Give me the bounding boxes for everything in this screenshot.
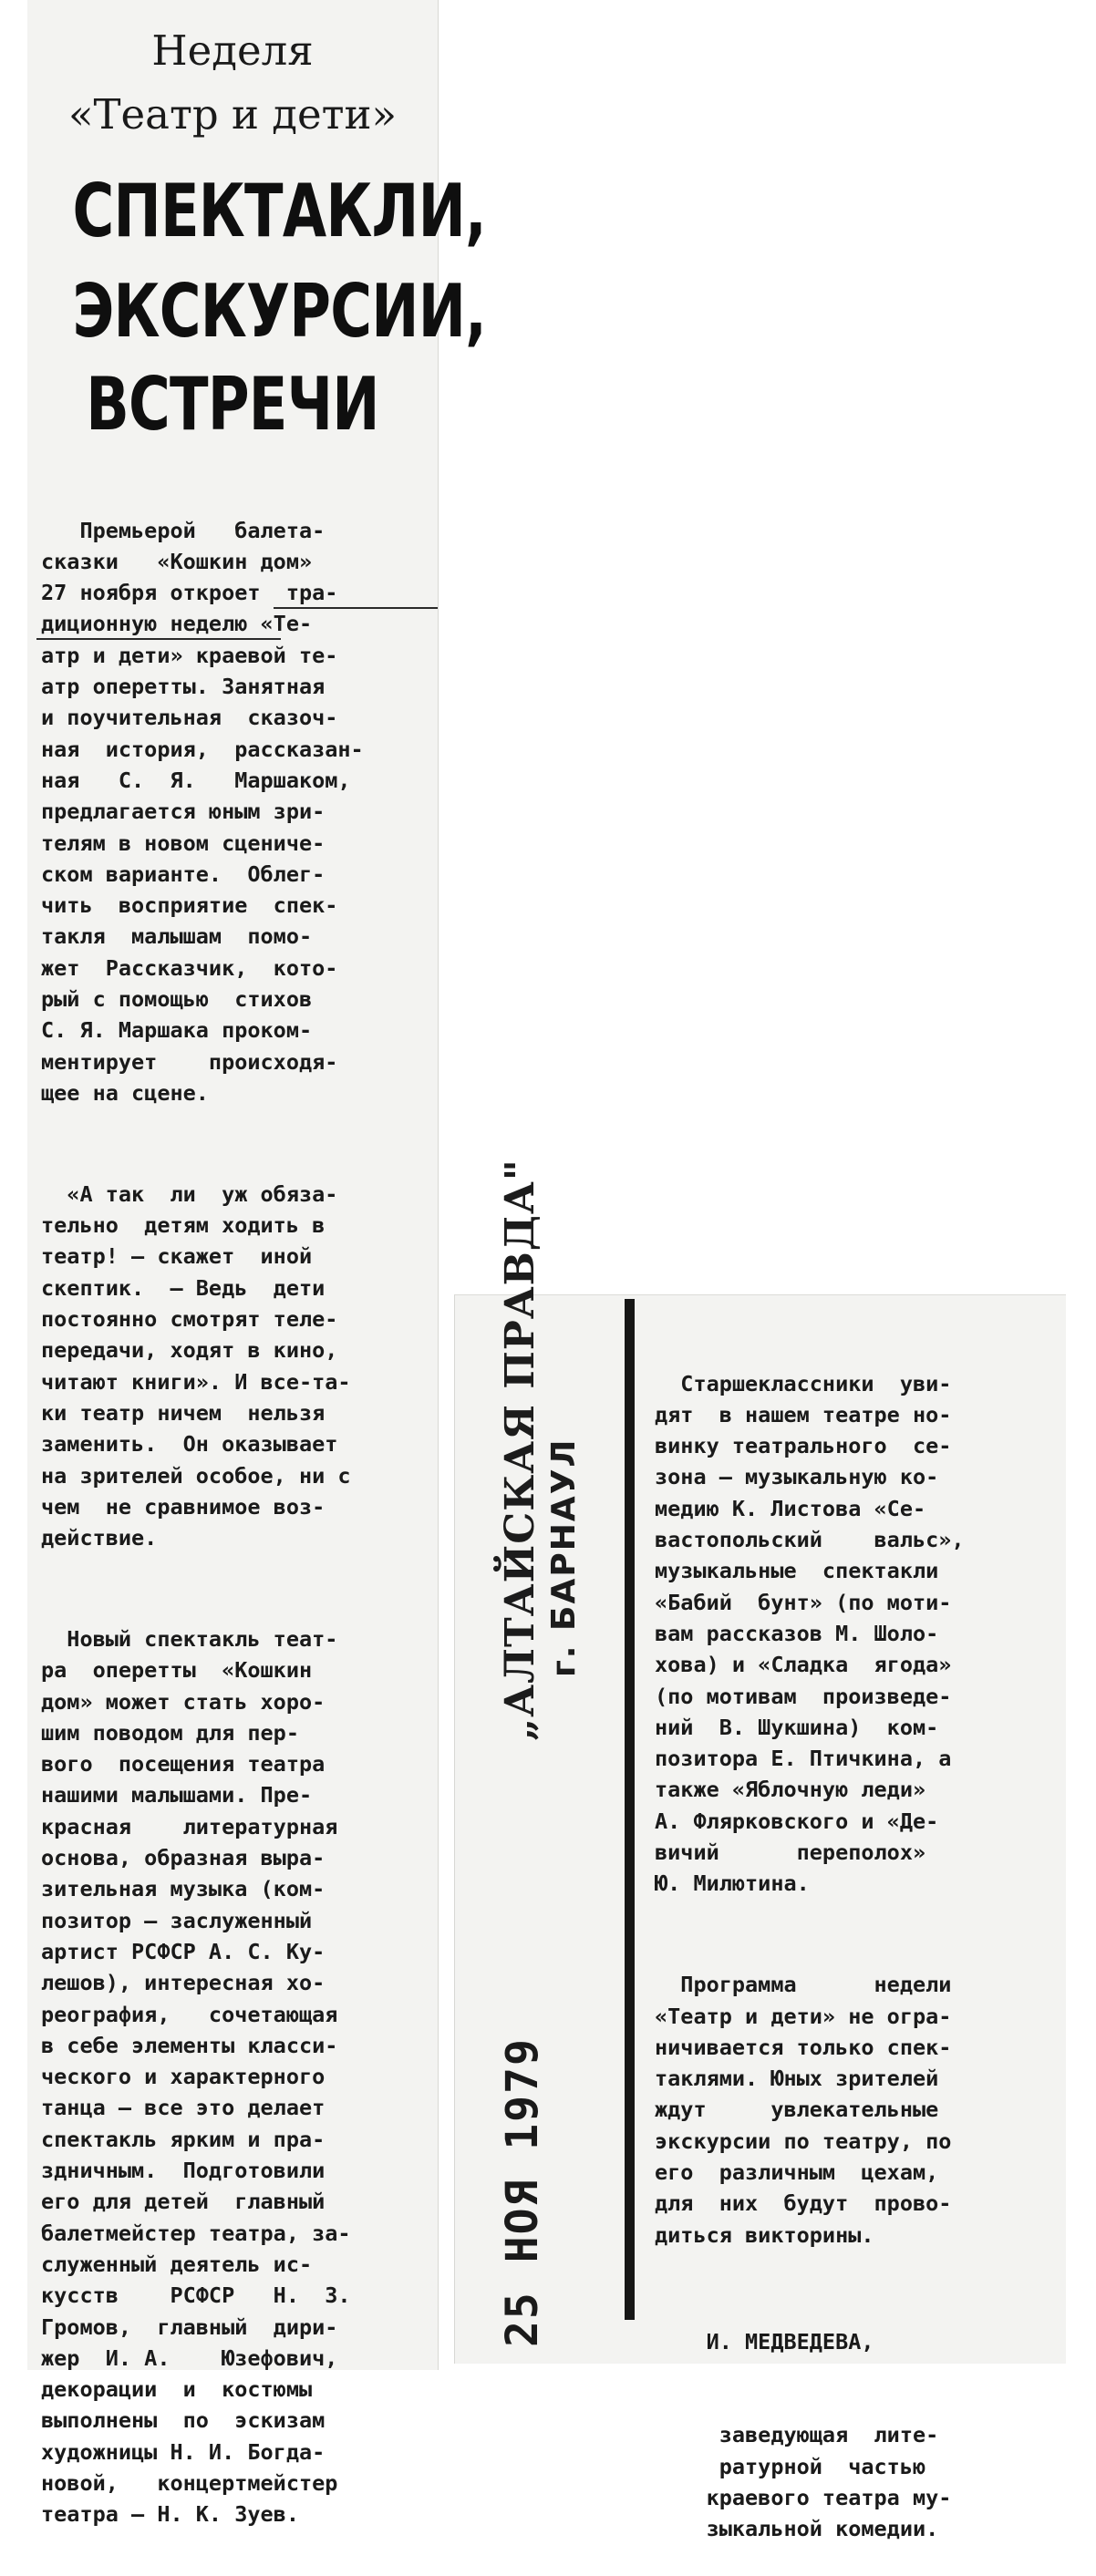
city-stamp: г. БАРНАУЛ [545,1437,583,1677]
author-name: И. МЕДВЕДЕВА, [655,2328,874,2354]
headline-line-1: СПЕКТАКЛИ, [72,169,486,253]
column-rule [625,1299,635,2320]
newspaper-masthead-stamp: „АЛТАЙСКАЯ ПРАВДА" [497,1159,543,1741]
article-left-column [41,452,433,2561]
article-paragraph-3: Новый спектакль теат- ра оперетты «Кошкин дом» может стать хоро- шим поводом для пер- вого посещения театра нашими малышами. Пре- красная литературная основа, образная выра- зительная музыка (ком- позитор — заслуженный артист РСФСР А. С. Ку- лешов), интересная хо- реография, сочетающая в себе элементы класси- ческого и характерного танца — все это делает спектакль ярким и пра- здничным. Подготовили его для детей главный балетмейстер театра, за- служенный деятель ис- кусств РСФСР Н. З. Громов, главный дири- жер И. А. Юзефович, декорации и костюмы выполнены по эскизам художницы Н. И. Богда- новой, концертмейстер театра — Н. К. Зуев. [41,1625,351,2528]
article-paragraph-5: Программа недели «Театр и дети» не огра- ничивается только спек- таклями. Юных зрителей ждут увлекательные экскурсии по театру, по его различным цехам, для них будут прово- диться викторины. [655,1972,952,2248]
kicker-line-1: Неделя [151,26,314,75]
pencil-underline-1 [274,607,438,609]
headline-line-2: ЭКСКУРСИИ, [72,269,487,354]
article-paragraph-4: Старшеклассники уви- дят в нашем театре но- винку театрального се- зона — музыкальную ко- медию К. Листова «Се- вастопольский вальс», музыкальные спектакли «Бабий бунт» (по моти- вам рассказов М. Шоло- хова) и «Сладка ягода» (по мотивам произведе- ний В. Шукшина) ком- позитора Е. Птичкина, а также «Яблочную леди» А. Флярковского и «Де- вичий переполох» Ю. Милютина. [655,1370,965,1897]
pencil-underline-2 [36,638,281,640]
author-role: заведующая лите- ратурной частью краевого театра му- зыкальной комедии. [706,2422,952,2542]
kicker-line-2: «Театр и дети» [67,90,398,139]
article-paragraph-2: «А так ли уж обяза- тельно детям ходить в театр! — скажет иной скептик. — Ведь дети постоянно смотрят теле- передачи, ходят в кино, читают книги». И все-та- ки театр ничем нельзя заменить. Он оказывает на зрителей особое, ни с чем не сравнимое воз- действие. [41,1180,351,1551]
date-stamp: 25 НОЯ 1979 [497,2037,548,2347]
article-right-column [655,1305,1074,2576]
article-paragraph-1: Премьерой балета- сказки «Кошкин дом» 27 ноября откроет тра- диционную неделю «Те- атр и дети» краевой те- атр оперетты. Занятная и поучительная сказоч- ная история, рассказан- ная С. Я. Маршаком, предлагается юным зри- телям в новом сцениче- ском варианте. Облег- чить восприятие спек- такля малышам помо- жет Рассказчик, кото- рый с помощью стихов С. Я. Маршака проком- ментирует происходя- щее на сцене. [41,517,364,1106]
headline-line-3: ВСТРЕЧИ [86,362,379,447]
